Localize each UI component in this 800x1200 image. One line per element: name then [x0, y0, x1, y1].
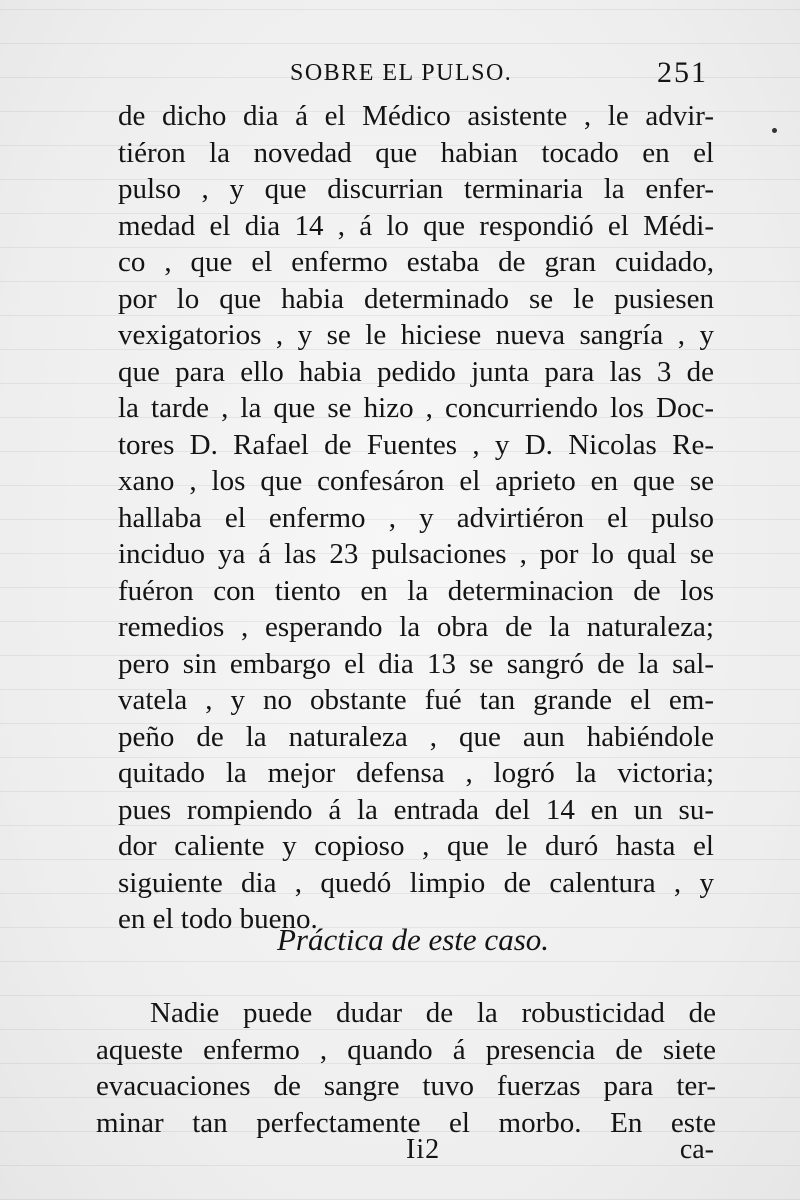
text-line: tiéron la novedad que habian tocado en el	[118, 136, 714, 169]
text-line: pues rompiendo á la entrada del 14 en un su-	[118, 793, 714, 826]
text-line: en el todo bueno.	[118, 903, 318, 935]
text-line: vatela , y no obstante fué tan grande el em-	[118, 684, 714, 716]
ink-speck	[772, 128, 777, 133]
text-line: minar tan perfectamente el morbo. En este	[96, 1106, 716, 1139]
paragraph-1	[118, 98, 714, 938]
page-footer	[118, 1134, 714, 1170]
text-line: por lo que habia determinado se le pusiesen	[118, 282, 714, 315]
text-line: hallaba el enfermo , y advirtiéron el pulso	[118, 501, 714, 534]
text-line: pero sin embargo el dia 13 se sangró de la sal-	[118, 647, 714, 680]
page-number: 251	[657, 56, 708, 89]
running-head-title: SOBRE EL PULSO.	[290, 60, 513, 86]
text-line: xano , los que confesáron el aprieto en que se	[118, 465, 714, 497]
section-heading: Práctica de este caso.	[276, 922, 550, 957]
text-line: evacuaciones de sangre tuvo fuerzas para ter-	[96, 1070, 716, 1102]
signature-mark: Ii2	[406, 1134, 441, 1165]
text-line: dor caliente y copioso , que le duró hasta el	[118, 830, 714, 862]
text-line: pulso , y que discurrian terminaria la enfer-	[118, 173, 714, 205]
text-line: quitado la mejor defensa , logró la victoria;	[118, 757, 714, 789]
text-line: tores D. Rafael de Fuentes , y D. Nicolas Re-	[118, 428, 714, 461]
text-line: de dicho dia á el Médico asistente , le advir-	[118, 100, 714, 132]
text-line: fuéron con tiento en la determinacion de los	[118, 574, 714, 607]
catchword: ca-	[679, 1134, 714, 1165]
text-line: Nadie puede dudar de la robusticidad de	[150, 997, 716, 1029]
text-line: peño de la naturaleza , que aun habiéndole	[118, 720, 714, 753]
text-line: la tarde , la que se hizo , concurriendo los Doc-	[118, 392, 714, 424]
text-line: inciduo ya á las 23 pulsaciones , por lo qual se	[118, 538, 714, 570]
text-line: aqueste enfermo , quando á presencia de siete	[96, 1033, 716, 1066]
text-line: remedios , esperando la obra de la naturaleza;	[118, 611, 714, 643]
running-head	[118, 56, 708, 96]
text-line: siguiente dia , quedó limpio de calentura , y	[118, 866, 714, 899]
text-line: que para ello habia pedido junta para las 3 de	[118, 355, 714, 388]
text-line: medad el dia 14 , á lo que respondió el Médi-	[118, 209, 714, 242]
text-line: vexigatorios , y se le hiciese nueva sangría , y	[118, 319, 714, 351]
text-line: co , que el enfermo estaba de gran cuidado,	[118, 246, 714, 278]
paragraph-2	[96, 995, 716, 1141]
